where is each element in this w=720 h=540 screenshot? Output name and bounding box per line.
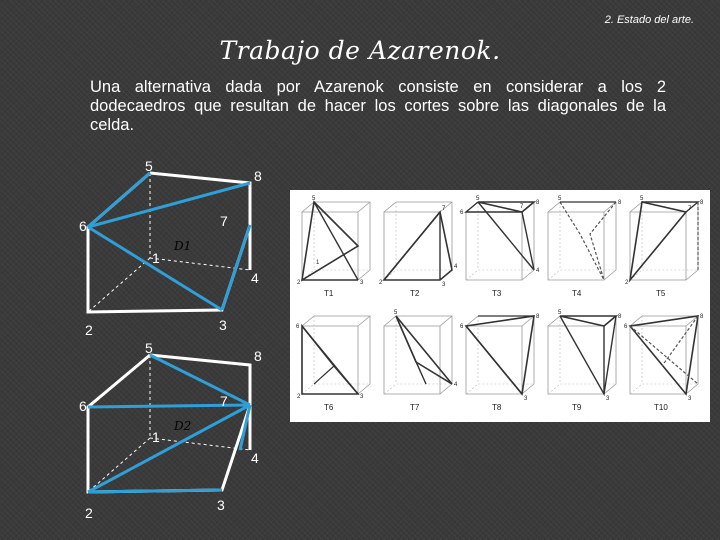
tetra-t5	[625, 196, 704, 298]
svg-text:8: 8	[536, 200, 540, 206]
svg-text:7: 7	[442, 206, 446, 212]
section-label: 2. Estado del arte.	[604, 14, 694, 26]
tetra-label-t8: T8	[492, 403, 502, 412]
tetra-t3	[460, 196, 540, 298]
tetra-label-t7: T7	[410, 403, 420, 412]
tetra-t10	[624, 314, 704, 412]
svg-text:3: 3	[606, 396, 610, 402]
slide-body-text: Una alternativa dada por Azarenok consiste en considerar a los 2 dodecaedros que resultan de hacer los cortes sobre las diagonales de la celda.	[90, 78, 666, 134]
svg-text:8: 8	[536, 314, 540, 320]
svg-text:7: 7	[520, 204, 524, 210]
tetra-t4	[548, 196, 622, 298]
cube-bottom-vertex-8: 8	[254, 348, 262, 364]
cube-bottom-hidden-edges	[88, 355, 250, 492]
svg-text:4: 4	[536, 268, 540, 274]
cube-top-vertex-5: 5	[145, 158, 153, 174]
tetrahedra-reference-panel	[290, 190, 710, 422]
svg-text:5: 5	[558, 310, 562, 316]
cube-top-vertex-7: 7	[220, 213, 228, 229]
tetra-label-t1: T1	[324, 289, 334, 298]
cube-bottom-vertex-4: 4	[251, 450, 259, 466]
tetra-t8	[460, 314, 540, 412]
svg-text:6: 6	[296, 324, 300, 330]
tetra-label-t9: T9	[572, 403, 582, 412]
tetra-t2	[379, 202, 458, 298]
tetra-label-t6: T6	[324, 403, 334, 412]
svg-text:2: 2	[297, 394, 301, 400]
svg-text:3: 3	[524, 396, 528, 402]
tetra-t9	[548, 310, 622, 412]
svg-text:8: 8	[700, 200, 704, 206]
cube-bottom-cut-2-3	[88, 490, 222, 492]
svg-text:6: 6	[624, 324, 628, 330]
tetra-label-t10: T10	[654, 403, 668, 412]
svg-text:5: 5	[312, 196, 316, 202]
tetra-t6	[296, 316, 370, 412]
cube-top-cut-6-3	[88, 227, 222, 310]
svg-text:3: 3	[360, 280, 364, 286]
cube-top-vertex-6: 6	[79, 218, 87, 234]
cube-top-cut-lines	[88, 173, 250, 310]
svg-text:2: 2	[379, 280, 383, 286]
svg-text:3: 3	[442, 282, 446, 288]
cube-top-vertex-2: 2	[85, 322, 93, 338]
cube-top-vertex-3: 3	[219, 317, 227, 333]
tetra-label-t5: T5	[656, 289, 666, 298]
svg-text:8: 8	[618, 314, 622, 320]
cube-bottom-diagonal-label: D2	[174, 419, 192, 433]
cube-bottom-vertex-3: 3	[217, 497, 225, 513]
tetra-t1	[297, 196, 370, 298]
cube-top	[79, 158, 262, 338]
cube-top-edge-1-2	[88, 258, 150, 312]
svg-text:5: 5	[476, 196, 480, 202]
cube-bottom-vertex-1: 1	[152, 429, 160, 445]
svg-text:6: 6	[460, 210, 464, 216]
svg-text:3: 3	[688, 396, 692, 402]
cube-top-vertex-1: 1	[152, 250, 160, 266]
cube-bottom	[79, 340, 262, 521]
svg-text:2: 2	[297, 280, 301, 286]
cube-top-diagonal-label: D1	[174, 239, 192, 253]
cube-bottom-edge-1-4	[150, 438, 250, 450]
tetra-label-t3: T3	[492, 289, 502, 298]
svg-text:5: 5	[394, 310, 398, 316]
svg-text:2: 2	[625, 280, 629, 286]
svg-text:8: 8	[700, 314, 704, 320]
cube-top-cut-7-3	[222, 225, 250, 310]
cube-top-vertex-4: 4	[251, 270, 259, 286]
svg-text:5: 5	[558, 196, 562, 202]
cube-top-vertex-8: 8	[254, 168, 262, 184]
svg-text:4: 4	[454, 264, 458, 270]
cube-bottom-vertex-2: 2	[85, 505, 93, 521]
svg-text:4: 4	[454, 382, 458, 388]
svg-text:6: 6	[460, 324, 464, 330]
cube-bottom-vertex-6: 6	[79, 398, 87, 414]
slide-title: Trabajo de Azarenok.	[219, 36, 501, 65]
svg-text:7: 7	[688, 206, 692, 212]
cube-bottom-vertex-7: 7	[220, 393, 228, 409]
cube-bottom-vertex-5: 5	[145, 340, 153, 356]
tetra-label-t4: T4	[572, 289, 582, 298]
svg-text:5: 5	[640, 196, 644, 202]
svg-text:8: 8	[618, 200, 622, 206]
tetra-t7	[384, 310, 458, 412]
tetra-label-t2: T2	[410, 289, 420, 298]
svg-text:1: 1	[316, 260, 320, 266]
svg-text:3: 3	[360, 394, 364, 400]
tetrahedra-reference-image	[290, 190, 710, 422]
